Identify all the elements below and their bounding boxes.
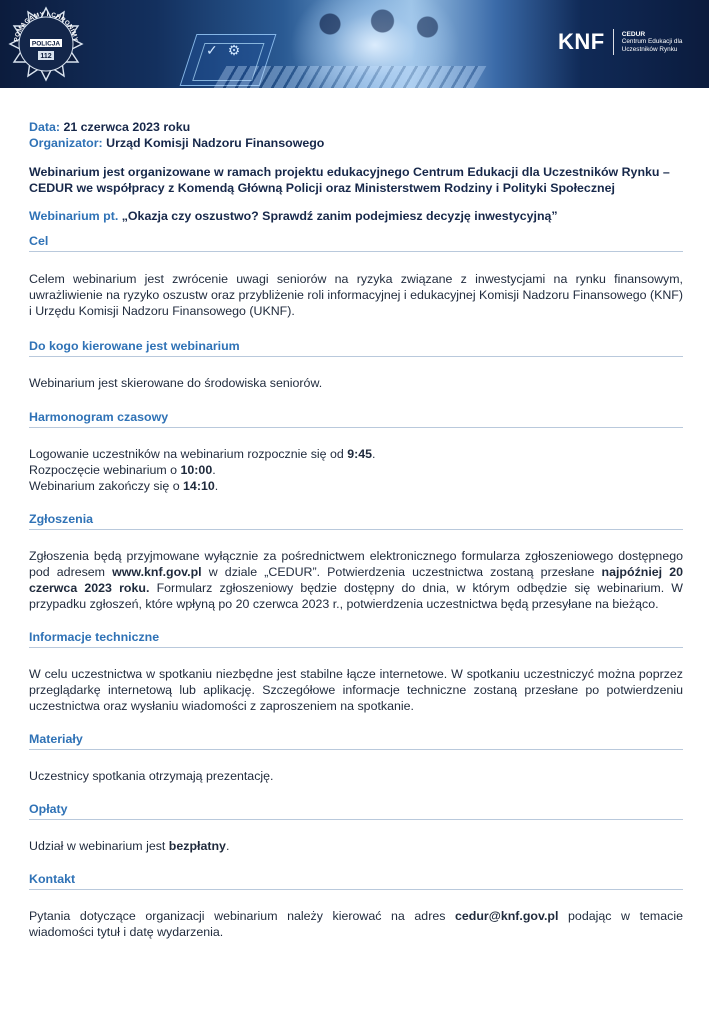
banner-people-silhouettes — [300, 6, 450, 66]
section-body-technical: W celu uczestnictwa w spotkaniu niezbędne jest stabilne łącze internetowe. W spotkaniu uczestniczyć można poprzez przeglądarkę internetową lub aplikację. Szczegółowe informacje techniczne zostaną przesłane po potwierdzeniu uczestnictwa oraz wysłaniu wiadomości z zaproszeniem na spotkanie. — [29, 667, 683, 713]
knf-divider — [613, 29, 614, 55]
knf-subtitle — [622, 31, 683, 54]
section-body-fees — [29, 838, 683, 854]
section-heading-cel: Cel — [29, 233, 683, 252]
fees-text: Udział w webinarium jest — [29, 839, 169, 853]
contact-email[interactable]: cedur@knf.gov.pl — [455, 909, 559, 923]
registration-text-2: w dziale „CEDUR”. Potwierdzenia uczestnictwa zostaną przesłane — [201, 565, 602, 579]
section-heading-schedule: Harmonogram czasowy — [29, 409, 683, 428]
schedule-line-end: . — [372, 447, 376, 461]
police-badge-logo — [8, 6, 84, 82]
schedule-line-end: . — [212, 463, 216, 477]
section-heading-registration: Zgłoszenia — [29, 511, 683, 530]
organizer-value: Urząd Komisji Nadzoru Finansowego — [106, 136, 325, 150]
schedule-end-time: 14:10 — [183, 479, 215, 493]
section-heading-contact: Kontakt — [29, 871, 683, 890]
knf-sub-line2: Uczestników Rynku — [621, 45, 678, 53]
fees-end: . — [225, 839, 230, 853]
knf-sub-title: CEDUR — [621, 30, 646, 38]
lead-paragraph: Webinarium jest organizowane w ramach projektu edukacyjnego Centrum Edukacji dla Uczestników Rynku – CEDUR we współpracy z Komendą Główną Policji oraz Ministerstwem Rodziny i Polityki Społecznej — [29, 165, 670, 195]
shield-check-icon: ✓ — [206, 42, 218, 58]
schedule-line-start — [29, 462, 683, 478]
webinar-title — [29, 208, 683, 224]
registration-text-3: Formularz zgłoszeniowy będzie dostępny do dnia, w którym odbędzie się webinarium. W przypadku zgłoszeń, które wpłyną po 20 czerwca 2023 r., potwierdzenia uczestnictwa będą przesyłane na bieżąco. — [29, 581, 683, 611]
registration-deadline: najpóźniej 20 czerwca 2023 roku. — [29, 565, 684, 595]
decor-icons — [206, 42, 240, 58]
schedule-line-login — [29, 446, 683, 462]
keyboard-graphic — [214, 66, 487, 88]
schedule-login-time: 9:45 — [347, 447, 373, 461]
organizer-line — [29, 135, 683, 151]
badge-motto: POMAGAMY I CHRONIMY — [13, 10, 79, 43]
organizer-label: Organizator: — [29, 136, 103, 150]
section-heading-technical: Informacje techniczne — [29, 629, 683, 648]
registration-text-1: Zgłoszenia będą przyjmowane wyłącznie za pośrednictwem elektronicznego formularza zgłoszeniowego dostępnego pod adresem — [29, 549, 683, 579]
section-heading-target: Do kogo kierowane jest webinarium — [29, 338, 683, 357]
header-banner — [0, 0, 709, 88]
schedule-line-end-text: Webinarium zakończy się o — [29, 479, 184, 493]
schedule-line-end: . — [214, 479, 219, 493]
section-body-cel: Celem webinarium jest zwrócenie uwagi seniorów na ryzyka związane z inwestycjami na rynku finansowym, uwrażliwienie na ryzyko oszustw oraz przybliżenie roli informacyjnej i edukacyjnej Komisji Nadzoru Finansowego (KNF) i Urzędu Komisji Nadzoru Finansowego (UKNF). — [29, 272, 683, 318]
schedule-start-time: 10:00 — [180, 463, 213, 477]
contact-text-2: podając w temacie wiadomości tytuł i datę wydarzenia. — [29, 909, 683, 939]
knf-logo: KNF — [558, 29, 605, 54]
document-content — [29, 119, 683, 940]
date-label: Data: — [29, 120, 60, 134]
date-line — [29, 119, 683, 135]
webinar-title-label: Webinarium pt. — [29, 209, 119, 223]
fees-value: bezpłatny — [168, 839, 226, 853]
schedule-line-login-text: Logowanie uczestników na webinarium rozpocznie się od — [29, 447, 348, 461]
registration-url[interactable]: www.knf.gov.pl — [112, 565, 202, 579]
badge-number: 112 — [40, 53, 52, 60]
gear-icon: ⚙ — [227, 42, 241, 58]
knf-sub-line1: Centrum Edukacji dla — [621, 38, 683, 46]
section-body-contact — [29, 908, 683, 940]
section-body-materials: Uczestnicy spotkania otrzymają prezentację. — [29, 769, 274, 783]
contact-text-1: Pytania dotyczące organizacji webinarium należy kierować na adres — [29, 909, 456, 923]
schedule-line-start-text: Rozpoczęcie webinarium o — [29, 463, 181, 477]
section-body-schedule — [29, 446, 683, 494]
webinar-title-value: „Okazja czy oszustwo? Sprawdź zanim podejmiesz decyzję inwestycyjną” — [121, 209, 558, 223]
date-value: 21 czerwca 2023 roku — [63, 120, 191, 134]
knf-logo-block — [558, 27, 682, 57]
section-heading-materials: Materiały — [29, 731, 683, 750]
section-body-target: Webinarium jest skierowane do środowiska seniorów. — [29, 376, 323, 390]
section-heading-fees: Opłaty — [29, 801, 683, 820]
badge-label: POLICJA — [31, 40, 61, 48]
schedule-line-end — [29, 478, 683, 494]
section-body-registration — [29, 548, 683, 612]
